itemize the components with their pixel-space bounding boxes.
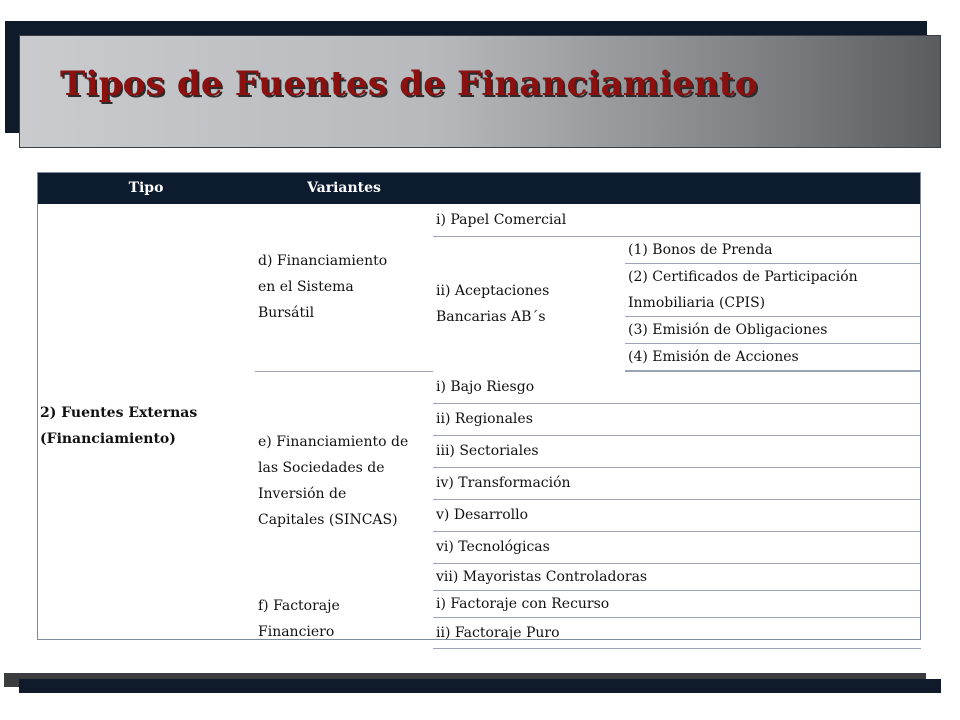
e-item-transformacion: iv) Transformación <box>433 467 921 499</box>
e-item-mayoristas: vii) Mayoristas Controladoras <box>433 563 921 590</box>
tipo-cell <box>37 204 255 648</box>
f-item-con-recurso: i) Factoraje con Recurso <box>433 590 921 617</box>
variant-f-cell <box>255 590 433 648</box>
bottom-bar-front <box>19 679 941 693</box>
papel-comercial-cell: i) Papel Comercial <box>433 204 921 236</box>
sub-item-certificados-line-1: (2) Certificados de Participación <box>628 268 858 285</box>
header-blank-2 <box>625 172 921 204</box>
tipo-line-1: 2) Fuentes Externas <box>40 405 198 421</box>
sub-item-bonos: (1) Bonos de Prenda <box>625 236 921 263</box>
aceptaciones-cell <box>433 236 625 371</box>
e-item-bajo-riesgo: i) Bajo Riesgo <box>433 371 921 403</box>
sub-item-obligaciones: (3) Emisión de Obligaciones <box>625 316 921 343</box>
variant-e-line-4: Capitales (SINCAS) <box>258 511 398 528</box>
table-header-row <box>37 172 921 204</box>
sub-item-certificados <box>625 263 921 316</box>
variant-e-cell <box>255 371 433 590</box>
financing-table-container <box>37 172 921 640</box>
page-title: Tipos de Fuentes de Financiamiento <box>60 64 758 104</box>
sub-item-certificados-line-2: Inmobiliaria (CPIS) <box>628 294 766 311</box>
f-item-puro: ii) Factoraje Puro <box>433 617 921 648</box>
financing-table <box>37 172 921 649</box>
aceptaciones-line-1: ii) Aceptaciones <box>436 282 550 299</box>
variant-d-line-2: en el Sistema <box>258 279 354 296</box>
header-tipo: Tipo <box>37 172 255 204</box>
variant-d-line-3: Bursátil <box>258 305 315 322</box>
variant-e-line-1: e) Financiamiento de <box>258 433 409 450</box>
variant-d-cell <box>255 204 433 371</box>
tipo-line-2: (Financiamiento) <box>40 431 176 447</box>
table-row <box>37 204 921 236</box>
variant-f-line-1: f) Factoraje <box>258 598 340 614</box>
header-blank-1 <box>433 172 625 204</box>
variant-e-line-2: las Sociedades de <box>258 459 385 476</box>
header-variantes: Variantes <box>255 172 433 204</box>
variant-f-line-2: Financiero <box>258 624 335 640</box>
e-item-desarrollo: v) Desarrollo <box>433 499 921 531</box>
e-item-sectoriales: iii) Sectoriales <box>433 435 921 467</box>
e-item-regionales: ii) Regionales <box>433 403 921 435</box>
e-item-tecnologicas: vi) Tecnológicas <box>433 531 921 563</box>
aceptaciones-line-2: Bancarias AB´s <box>436 308 546 325</box>
sub-item-acciones: (4) Emisión de Acciones <box>625 343 921 370</box>
variant-e-line-3: Inversión de <box>258 485 347 502</box>
variant-d-line-1: d) Financiamiento <box>258 253 388 270</box>
